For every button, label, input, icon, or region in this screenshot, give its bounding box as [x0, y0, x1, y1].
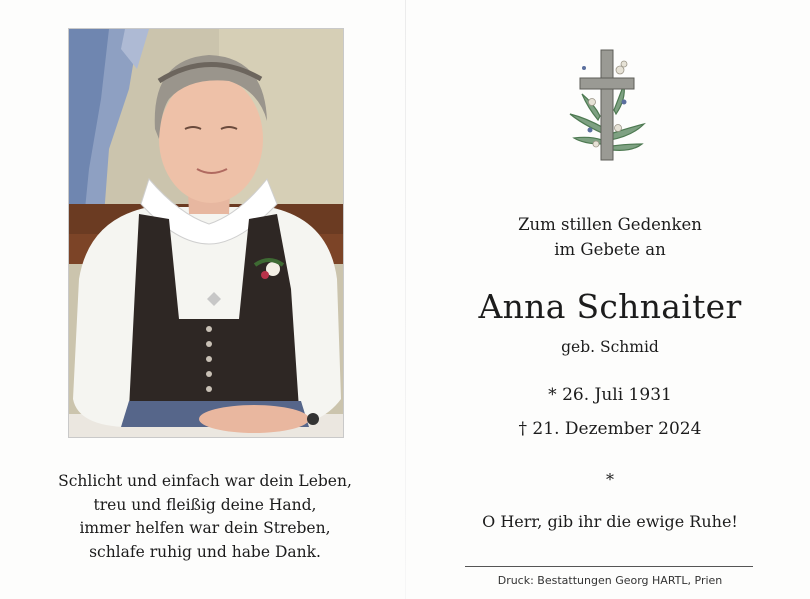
birth-name: geb. Schmid — [561, 338, 659, 356]
poem-line: treu und fleißig deine Hand, — [93, 495, 317, 514]
memorial-heading-line1: Zum stillen Gedenken — [518, 215, 702, 234]
memorial-heading-line2: im Gebete an — [554, 240, 666, 259]
deceased-name: Anna Schnaiter — [478, 287, 742, 326]
birth-date: * 26. Juli 1931 — [548, 385, 672, 405]
separator-star: * — [606, 470, 614, 489]
printer-credit: Druck: Bestattungen Georg HARTL, Prien — [497, 574, 723, 587]
memorial-heading — [420, 212, 800, 262]
poem-line: schlafe ruhig und habe Dank. — [89, 542, 321, 561]
portrait-photo — [68, 28, 344, 438]
poem-line: Schlicht und einfach war dein Leben, — [58, 472, 352, 490]
death-date: † 21. Dezember 2024 — [518, 419, 702, 439]
cross-with-flowers-icon — [562, 44, 652, 168]
poem — [40, 470, 370, 564]
divider-line — [465, 566, 753, 567]
portrait-illustration — [69, 29, 343, 437]
card-fold-line — [405, 0, 406, 599]
prayer-text: O Herr, gib ihr die ewige Ruhe! — [482, 512, 738, 531]
poem-line: immer helfen war dein Streben, — [79, 519, 331, 537]
